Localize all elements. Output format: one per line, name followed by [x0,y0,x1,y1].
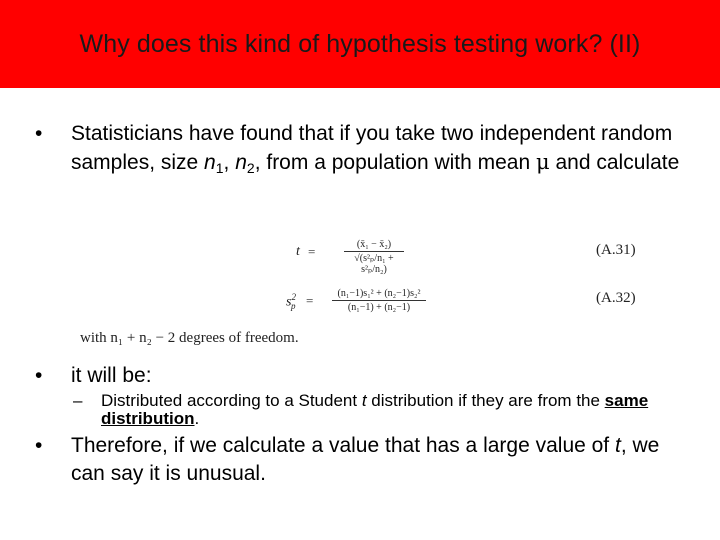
sub-text-cont: distribution if they are from the [366,391,605,410]
bullet-text-cont: , from a population with mean [254,151,537,174]
slide-title: Why does this kind of hypothesis testing work? (II) [79,29,641,58]
sp-numerator: (n₁−1)s₁² + (n₂−1)s₂² [332,288,426,301]
degrees-of-freedom: with n₁ + n₂ − 2 degrees of freedom. [80,330,299,346]
t-symbol: t [614,434,621,457]
sp-s: s [286,294,292,310]
sub-text: Distributed according to a Student [101,391,362,410]
t-fraction [344,239,404,275]
sub-bullet-marker: – [73,391,83,410]
sub-text-end: . [194,409,200,428]
sub-bullet-distributed [73,391,671,428]
same-distribution-emphasis: same distribution [101,391,649,428]
n2-subscript: 2 [246,160,255,176]
t-lhs: t [296,244,300,259]
sp-lhs [286,292,295,311]
equation-t-statistic [290,238,650,286]
bullet-marker: • [35,122,43,145]
bullet-therefore [35,432,691,488]
bullet-text-end: and calculate [549,151,680,174]
title-bar [0,0,720,88]
t-denominator: √(s²ₚ/n₁ + s²ₚ/n₂) [354,253,394,275]
sp-sub: p [290,301,296,312]
equation-pooled-variance [282,286,650,322]
sp-equals: = [306,293,314,308]
bullet-text: Statisticians have found that if you take two independent random samples, size [71,122,673,174]
sp-denominator: (n₁−1) + (n₂−1) [347,302,411,313]
n1-subscript: 1 [215,160,224,176]
bullet-statisticians [35,120,691,177]
t-equals: = [308,244,316,259]
equation-label-a31: (A.31) [596,242,636,258]
sp-fraction [332,288,426,313]
n1-symbol: n [204,151,216,174]
comma: , [223,151,236,174]
bullet-text: Therefore, if we calculate a value that has a large value of [71,434,615,457]
sp-sup: 2 [291,292,296,302]
mu-symbol: μ [536,150,550,174]
bullet-text-end: , we can say it is unusual. [71,434,660,485]
equation-label-a32: (A.32) [596,290,636,306]
bullet-marker: • [35,364,43,387]
t-numerator: (x̄₁ − x̄₂) [344,239,404,252]
bullet-text: it will be: [71,364,152,387]
bullet-marker: • [35,434,43,457]
n2-symbol: n [235,151,247,174]
t-symbol: t [361,391,367,410]
bullet-it-will-be [35,362,691,390]
